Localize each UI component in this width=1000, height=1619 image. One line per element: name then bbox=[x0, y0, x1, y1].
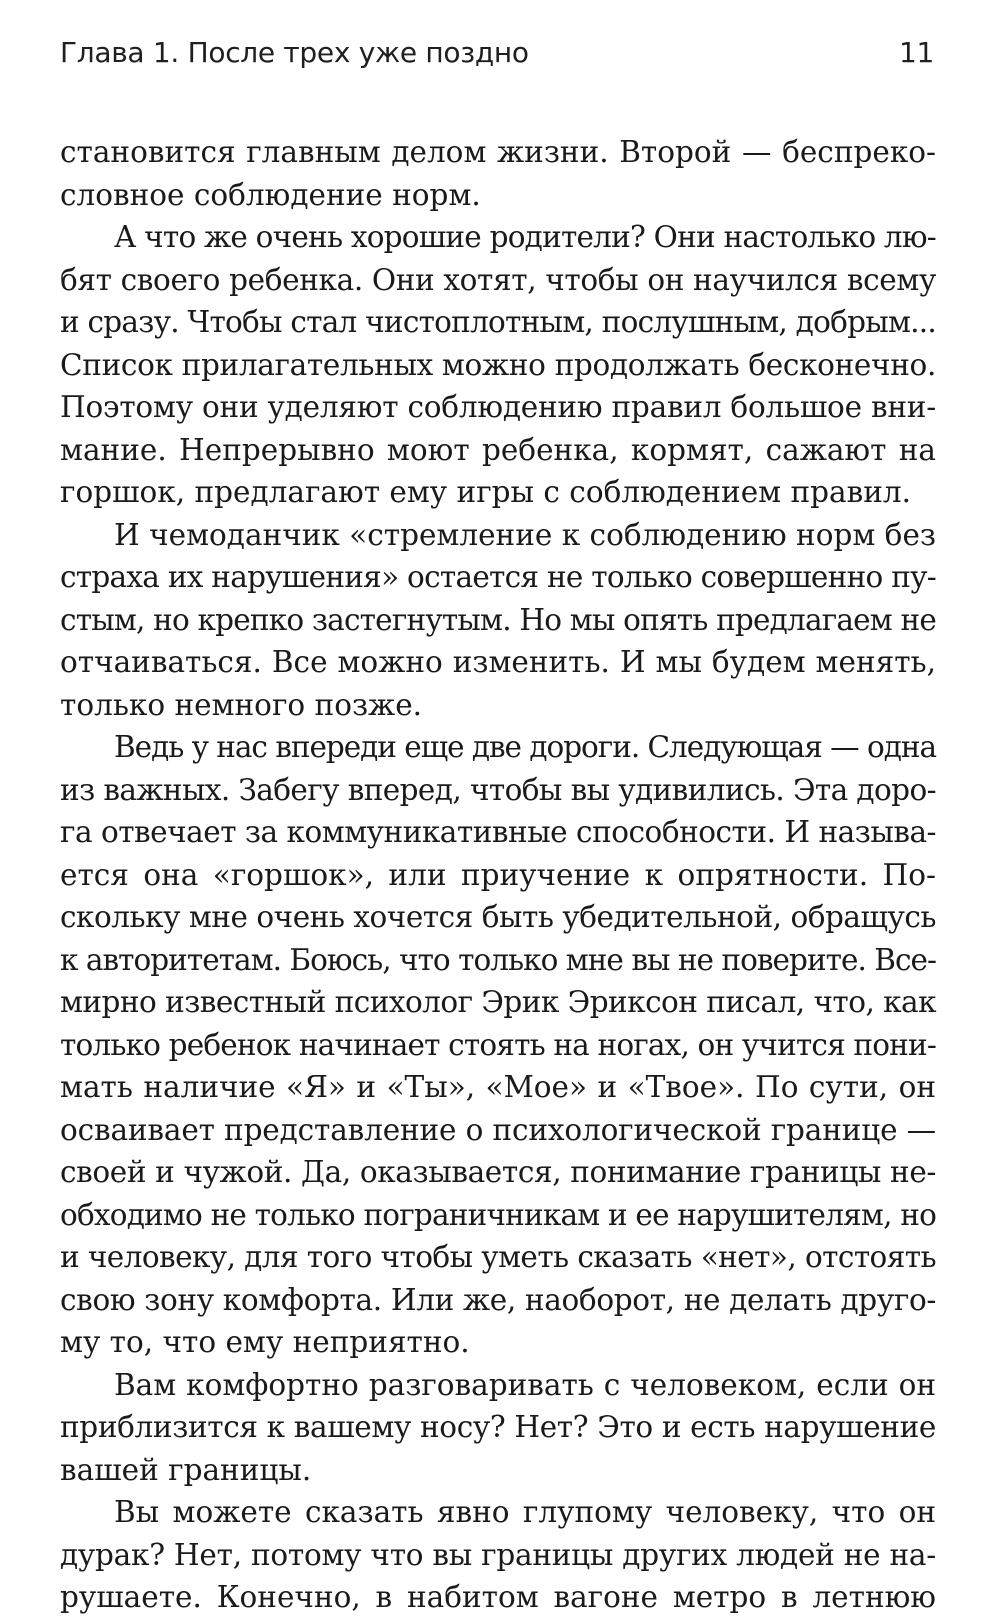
text-line: словное соблюдение норм. bbox=[60, 177, 481, 212]
text-line: вашей границы. bbox=[60, 1452, 312, 1487]
text-line: стым, но крепко застегнутым. Но мы опять предлагаем не bbox=[60, 602, 937, 637]
text-line: Вам комфортно разговаривать с человеком, если он bbox=[114, 1367, 936, 1402]
text-line: только ребенок начинает стоять на ногах, он учится пони- bbox=[60, 1027, 936, 1062]
text-line: А что же очень хорошие родители? Они настолько лю- bbox=[114, 220, 936, 254]
paragraph bbox=[60, 1364, 936, 1492]
text-line: дурак? Нет, потому что вы границы других людей не на- bbox=[60, 1537, 936, 1572]
text-line: Поэтому они уделяют соблюдению правил большое вни- bbox=[60, 390, 936, 424]
text-line: и человеку, для того чтобы уметь сказать «нет», отстоять bbox=[60, 1240, 936, 1274]
text-line: га отвечает за коммуникативные способности. И называ- bbox=[60, 815, 937, 849]
text-line: становится главным делом жизни. Второй — беспреко- bbox=[60, 135, 936, 169]
text-line: страха их нарушения» остается не только совершенно пу- bbox=[60, 560, 937, 594]
paragraph bbox=[60, 1491, 936, 1619]
chapter-title: Глава 1. После трех уже поздно bbox=[60, 36, 529, 69]
text-line: осваивает представление о психологической границе — bbox=[60, 1112, 936, 1147]
text-line: обходимо не только пограничникам и ее нарушителям, но bbox=[60, 1197, 937, 1232]
paragraph bbox=[60, 131, 936, 216]
text-line: мирно известный психолог Эрик Эриксон писал, что, как bbox=[60, 985, 936, 1019]
text-line: приблизится к вашему носу? Нет? Это и есть нарушение bbox=[60, 1410, 937, 1444]
running-head bbox=[60, 36, 938, 80]
text-line: Список прилагательных можно продолжать бесконечно. bbox=[60, 347, 937, 382]
text-line: и сразу. Чтобы стал чистоплотным, послушным, добрым... bbox=[60, 305, 936, 339]
page-number: 11 bbox=[898, 36, 934, 69]
paragraph bbox=[60, 216, 936, 514]
text-line: к авторитетам. Боюсь, что только мне вы не поверите. Все- bbox=[60, 942, 936, 977]
text-line: ется она «горшок», или приучение к опрятности. По- bbox=[60, 857, 936, 892]
text-line: отчаиваться. Все можно изменить. И мы будем менять, bbox=[60, 645, 936, 679]
paragraph bbox=[60, 514, 936, 727]
text-line: Ведь у нас впереди еще две дороги. Следующая — одна bbox=[114, 730, 937, 764]
text-line: Вы можете сказать явно глупому человеку, что он bbox=[114, 1495, 936, 1529]
text-line: мать наличие «Я» и «Ты», «Мое» и «Твое». По сути, он bbox=[60, 1070, 936, 1104]
text-line: скольку мне очень хочется быть убедительной, обращусь bbox=[60, 900, 936, 934]
text-line: рушаете. Конечно, в набитом вагоне метро в летнюю bbox=[60, 1580, 936, 1614]
text-line: горшок, предлагают ему игры с соблюдением правил. bbox=[60, 475, 912, 509]
text-line: И чемоданчик «стремление к соблюдению норм без bbox=[114, 517, 936, 552]
paragraph bbox=[60, 726, 936, 1364]
text-line: му то, что ему неприятно. bbox=[60, 1325, 470, 1359]
text-line: свою зону комфорта. Или же, наоборот, не делать друго- bbox=[60, 1282, 937, 1317]
text-line: из важных. Забегу вперед, чтобы вы удивились. Эта доро- bbox=[60, 772, 936, 807]
text-line: бят своего ребенка. Они хотят, чтобы он научился всему bbox=[60, 262, 936, 297]
body-text bbox=[60, 131, 936, 1619]
text-line: мание. Непрерывно моют ребенка, кормят, сажают на bbox=[60, 432, 936, 467]
text-line: своей и чужой. Да, оказывается, понимание границы не- bbox=[60, 1155, 936, 1189]
text-line: только немного позже. bbox=[60, 687, 423, 722]
